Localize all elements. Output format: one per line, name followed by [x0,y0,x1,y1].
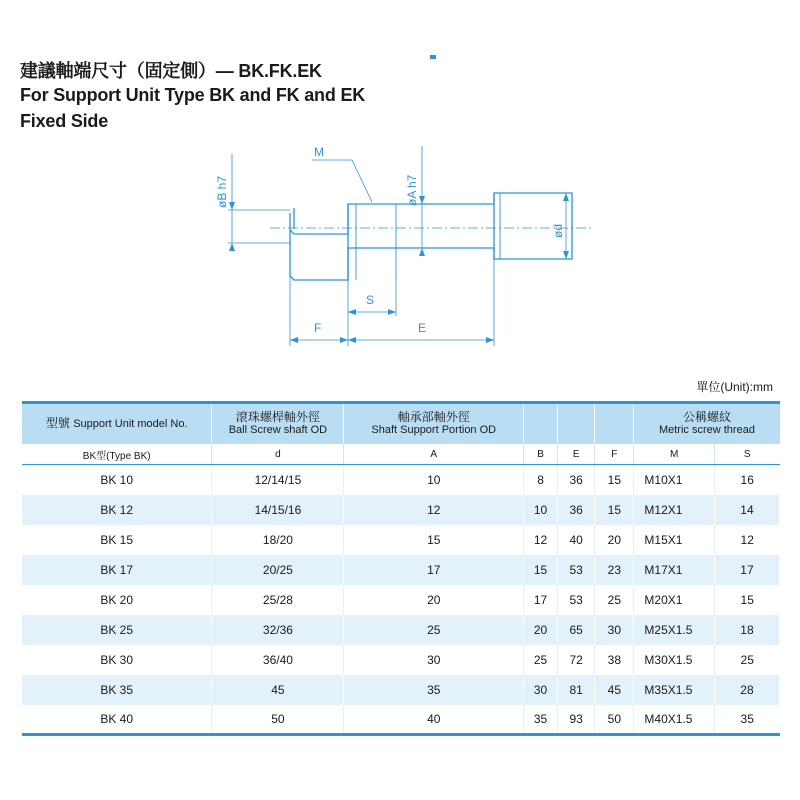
cell-E: 36 [558,495,595,525]
cell-M: M10X1 [634,465,714,495]
cell-d: 12/14/15 [212,465,344,495]
shaft-outline [290,193,572,280]
shaft-end-drawing [200,140,600,350]
cell-B: 12 [524,525,558,555]
table-header-row [22,403,780,445]
table-row [22,615,780,645]
cell-E: 72 [558,645,595,675]
header-blank-b [524,403,558,445]
label-M: M [314,145,324,159]
cell-A: 30 [344,645,524,675]
page-subtitle: Fixed Side [20,111,109,131]
cell-model: BK 10 [22,465,212,495]
cell-d: 25/28 [212,585,344,615]
table-row [22,555,780,585]
cell-B: 30 [524,675,558,705]
cell-model: BK 12 [22,495,212,525]
cell-A: 10 [344,465,524,495]
cell-d: 14/15/16 [212,495,344,525]
cell-B: 8 [524,465,558,495]
cell-F: 38 [595,645,634,675]
subheader-B: B [524,444,558,465]
cell-M: M30X1.5 [634,645,714,675]
cell-M: M35X1.5 [634,675,714,705]
label-phiB-h7: øB h7 [215,175,229,208]
subheader-F: F [595,444,634,465]
table-row [22,495,780,525]
cell-E: 93 [558,705,595,735]
unit-label: 單位(Unit):mm [696,380,773,394]
cell-B: 20 [524,615,558,645]
cell-M: M17X1 [634,555,714,585]
table-row [22,705,780,735]
page-title-chinese: 建議軸端尺寸（固定側）— BK.FK.EK [20,61,322,81]
cell-model: BK 30 [22,645,212,675]
cell-A: 35 [344,675,524,705]
header-blank-e [558,403,595,445]
cell-d: 18/20 [212,525,344,555]
cell-E: 36 [558,465,595,495]
cell-S: 15 [714,585,779,615]
cell-M: M15X1 [634,525,714,555]
label-phid: ød [551,223,565,238]
cell-E: 81 [558,675,595,705]
header-shaft-od: 滾珠螺桿軸外徑 Ball Screw shaft OD [212,403,344,445]
cell-E: 53 [558,555,595,585]
cell-B: 15 [524,555,558,585]
cell-model: BK 35 [22,675,212,705]
cell-M: M25X1.5 [634,615,714,645]
subheader-d: d [212,444,344,465]
cell-A: 15 [344,525,524,555]
cell-model: BK 25 [22,615,212,645]
label-F: F [314,321,322,335]
cell-A: 20 [344,585,524,615]
cell-B: 35 [524,705,558,735]
cell-A: 25 [344,615,524,645]
cell-F: 23 [595,555,634,585]
cell-S: 17 [714,555,779,585]
cell-d: 36/40 [212,645,344,675]
table-row [22,645,780,675]
subheader-E: E [558,444,595,465]
cell-A: 12 [344,495,524,525]
label-S: S [366,293,375,307]
page-title-english: For Support Unit Type BK and FK and EK [20,85,366,105]
cell-d: 32/36 [212,615,344,645]
cell-S: 16 [714,465,779,495]
cell-M: M12X1 [634,495,714,525]
cell-S: 12 [714,525,779,555]
table-subheader-row [22,444,780,465]
cell-A: 40 [344,705,524,735]
table-row [22,585,780,615]
label-E: E [418,321,427,335]
table-row [22,465,780,495]
cell-model: BK 20 [22,585,212,615]
cell-F: 20 [595,525,634,555]
cell-S: 35 [714,705,779,735]
cell-M: M40X1.5 [634,705,714,735]
cell-model: BK 15 [22,525,212,555]
subheader-model: BK型(Type BK) [22,444,212,465]
table-row [22,525,780,555]
cell-F: 45 [595,675,634,705]
header-blank-f [595,403,634,445]
header-model: 型號 Support Unit model No. [22,403,212,445]
cell-S: 18 [714,615,779,645]
header-thread: 公稱螺紋 Metric screw thread [634,403,780,445]
cell-model: BK 40 [22,705,212,735]
cell-M: M20X1 [634,585,714,615]
cell-F: 25 [595,585,634,615]
cell-E: 65 [558,615,595,645]
cell-F: 15 [595,465,634,495]
cell-B: 10 [524,495,558,525]
cell-S: 28 [714,675,779,705]
dimension-table [22,401,780,736]
cell-F: 50 [595,705,634,735]
table-row [22,675,780,705]
cell-d: 20/25 [212,555,344,585]
header-support-od: 軸承部軸外徑 Shaft Support Portion OD [344,403,524,445]
cell-S: 25 [714,645,779,675]
cell-E: 40 [558,525,595,555]
cell-S: 14 [714,495,779,525]
cell-F: 30 [595,615,634,645]
cell-F: 15 [595,495,634,525]
cell-A: 17 [344,555,524,585]
cell-d: 50 [212,705,344,735]
subheader-A: A [344,444,524,465]
cell-B: 17 [524,585,558,615]
subheader-S: S [714,444,779,465]
cell-model: BK 17 [22,555,212,585]
subheader-M: M [634,444,714,465]
cell-E: 53 [558,585,595,615]
accent-mark [430,55,436,59]
cell-B: 25 [524,645,558,675]
cell-d: 45 [212,675,344,705]
label-phiA-h7: øA h7 [405,174,419,206]
